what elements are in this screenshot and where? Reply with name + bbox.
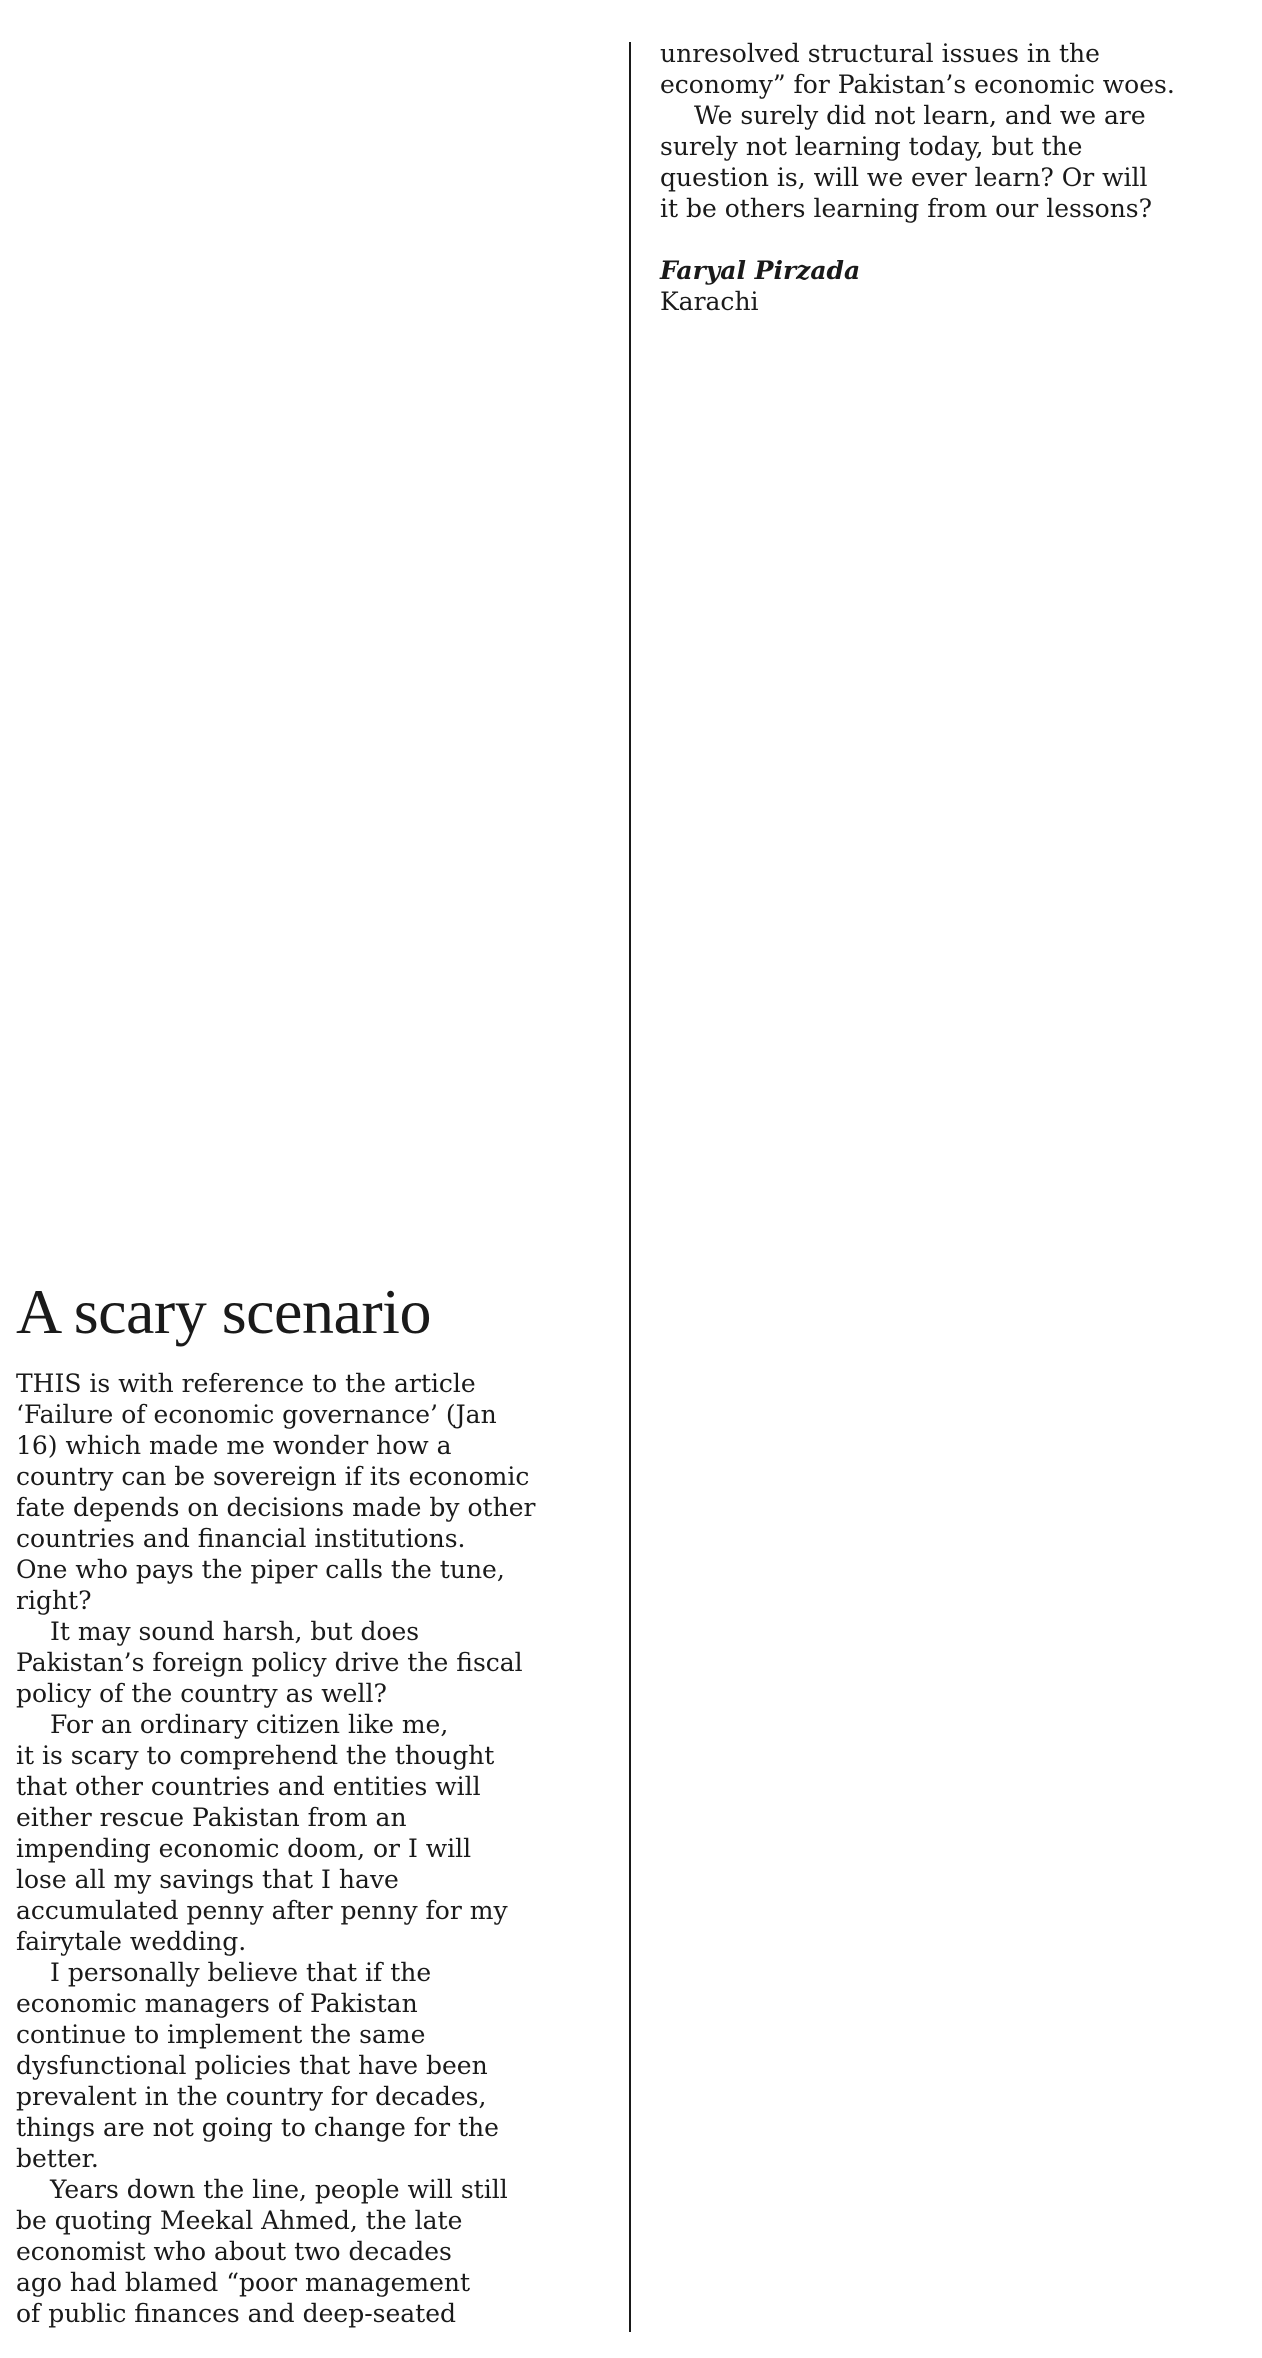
text-line: country can be sovereign if its economic (16, 1462, 530, 1491)
text-line: things are not going to change for the (16, 2113, 499, 2142)
text-line: Pakistan’s foreign policy drive the fiscal (16, 1648, 523, 1677)
text-line: surely not learning today, but the (660, 132, 1083, 161)
text-line: dysfunctional policies that have been (16, 2051, 488, 2080)
text-line: Years down the line, people will still (50, 2175, 508, 2204)
text-line: prevalent in the country for decades, (16, 2082, 487, 2111)
text-line: countries and financial institutions. (16, 1524, 466, 1553)
text-line: fate depends on decisions made by other (16, 1493, 536, 1522)
text-line: For an ordinary citizen like me, (50, 1710, 449, 1739)
text-line: it is scary to comprehend the thought (16, 1741, 495, 1770)
text-line: of public finances and deep-seated (16, 2299, 457, 2328)
text-line: either rescue Pakistan from an (16, 1803, 407, 1832)
text-line: fairytale wedding. (16, 1927, 247, 1956)
text-line: impending economic doom, or I will (16, 1834, 472, 1863)
text-line: unresolved structural issues in the (660, 39, 1100, 68)
letter-column-right (660, 38, 1260, 317)
text-line: continue to implement the same (16, 2020, 426, 2049)
letter-body-right (660, 38, 1260, 224)
signature-spacer (660, 224, 1260, 255)
text-line: THIS is with reference to the article (16, 1369, 476, 1398)
text-line: It may sound harsh, but does (50, 1617, 420, 1646)
text-line: it be others learning from our lessons? (660, 194, 1153, 223)
text-line: 16) which made me wonder how a (16, 1431, 452, 1460)
text-line: policy of the country as well? (16, 1679, 387, 1708)
text-line: that other countries and entities will (16, 1772, 481, 1801)
text-line: economic managers of Pakistan (16, 1989, 418, 2018)
column-divider (629, 42, 631, 2332)
text-line: right? (16, 1586, 92, 1615)
text-line: economist who about two decades (16, 2237, 452, 2266)
text-line: lose all my savings that I have (16, 1865, 399, 1894)
text-line: economy” for Pakistan’s economic woes. (660, 70, 1175, 99)
text-line: ago had blamed “poor management (16, 2268, 471, 2297)
text-line: One who pays the piper calls the tune, (16, 1555, 505, 1584)
author-location: Karachi (660, 287, 759, 316)
text-line: accumulated penny after penny for my (16, 1896, 508, 1925)
text-line: ‘Failure of economic governance’ (Jan (16, 1400, 497, 1429)
letter-headline: A scary scenario (16, 1276, 431, 1347)
text-line: I personally believe that if the (50, 1958, 432, 1987)
author-name: Faryal Pirzada (660, 256, 861, 285)
letter-body-left (16, 1368, 616, 2329)
text-line: better. (16, 2144, 99, 2173)
text-line: be quoting Meekal Ahmed, the late (16, 2206, 463, 2235)
letter-column-left (16, 1270, 616, 2329)
text-line: We surely did not learn, and we are (694, 101, 1146, 130)
text-line: question is, will we ever learn? Or will (660, 163, 1148, 192)
